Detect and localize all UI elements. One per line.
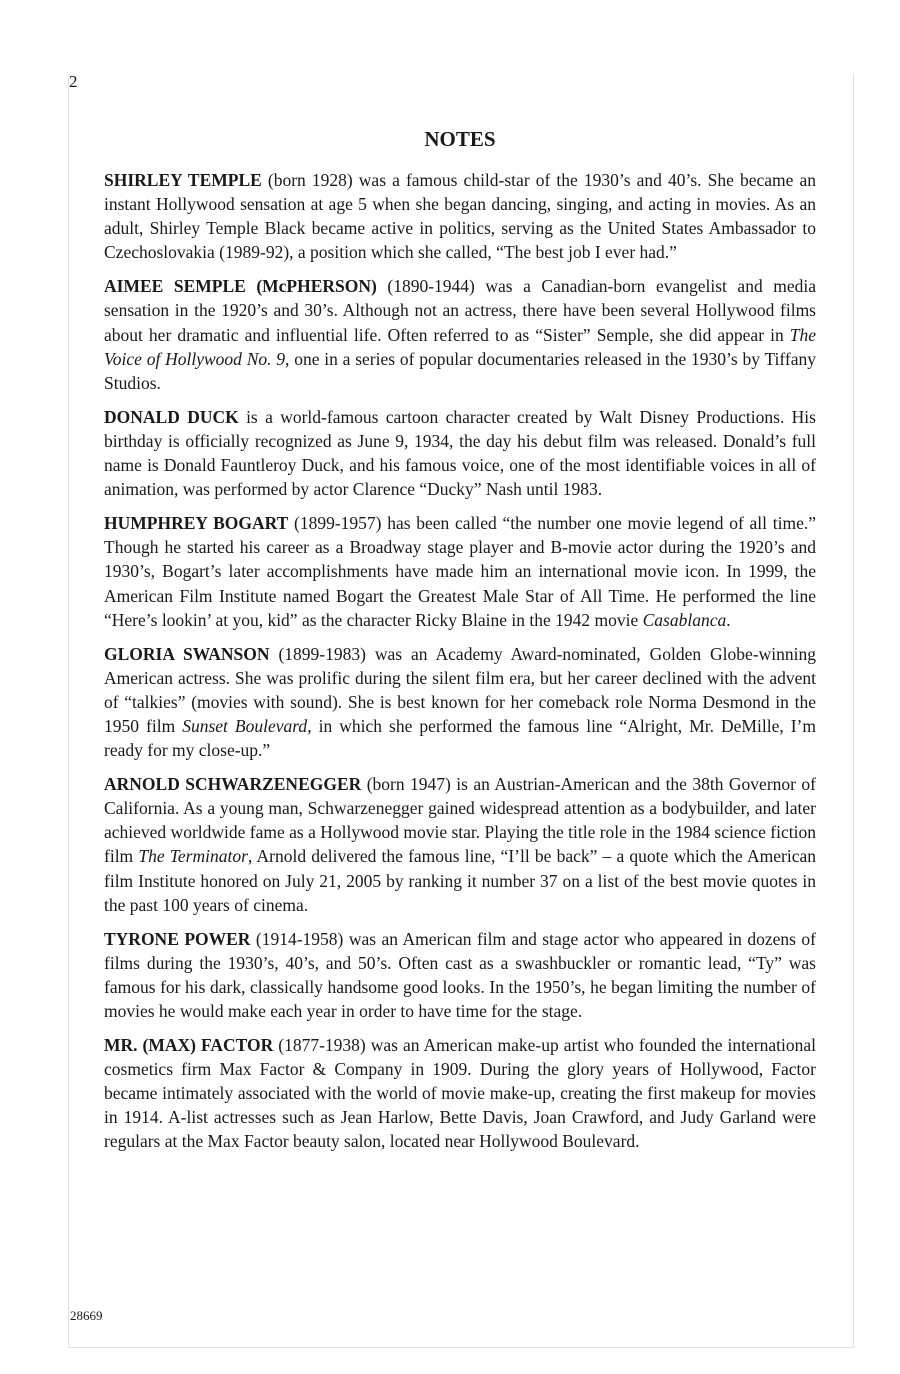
note-subject-name: GLORIA SWANSON xyxy=(104,643,270,664)
note-text: , one in a series of popular documentaries released in the 1930’s by Tiffany Studios. xyxy=(104,348,816,393)
note-paragraph xyxy=(104,405,816,501)
note-subject-name: TYRONE POWER xyxy=(104,928,251,949)
note-subject-name: HUMPHREY BOGART xyxy=(104,513,289,534)
note-text: (1914-1958) was an American film and stage actor who appeared in dozens of films during the 1930’s, 40’s, and 50’s. Often cast as a swashbuckler or romantic lead, “Ty” was famous for his dark, classically handsome good looks. In the 1950’s, he began limiting the number of movies he would make each year in order to have time for the stage. xyxy=(104,928,816,1021)
catalog-number: 28669 xyxy=(70,1308,103,1323)
notes-body xyxy=(104,168,816,1164)
note-title-italic: The Voice of Hollywood No. 9 xyxy=(104,324,816,369)
note-text: (1899-1983) was an Academy Award-nominated, Golden Globe-winning American actress. She was prolific during the silent film era, but her career declined with the advent of “talkies” (movies with sound). She is best known for her comeback role Norma Desmond in the 1950 film xyxy=(104,643,816,736)
note-paragraph xyxy=(104,511,816,631)
page-number: 2 xyxy=(69,72,78,91)
note-text: (1890-1944) was a Canadian-born evangelist and media sensation in the 1920’s and 30’s. Although not an actress, there have been several Hollywood films about her dramatic and influential life. Often referred to as “Sister” Semple, she did appear in xyxy=(104,276,816,345)
note-text: (1877-1938) was an American make-up artist who founded the international cosmetics firm Max Factor & Company in 1909. During the glory years of Hollywood, Factor became intimately associated with the world of movie make-up, creating the first makeup for movies in 1914. A-list actresses such as Jean Harlow, Bette Davis, Joan Crawford, and Judy Garland were regulars at the Max Factor beauty salon, located near Hollywood Boulevard. xyxy=(104,1035,816,1152)
note-paragraph xyxy=(104,1033,816,1153)
note-text: , in which she performed the famous line “Alright, Mr. DeMille, I’m ready for my close-up.” xyxy=(104,715,816,761)
note-subject-name: AIMEE SEMPLE (McPHERSON) xyxy=(104,276,377,297)
note-text: (1899-1957) has been called “the number one movie legend of all time.” Though he started his career as a Broadway stage player and B-movie actor during the 1920’s and 1930’s, Bogart’s later accomplishments have made him an international movie icon. In 1999, the American Film Institute named Bogart the Greatest Male Star of All Time. He performed the line “Here’s lookin’ at you, kid” as the character Ricky Blaine in the 1942 movie xyxy=(104,513,816,630)
note-subject-name: ARNOLD SCHWARZENEGGER xyxy=(104,774,362,795)
note-text: is a world-famous cartoon character created by Walt Disney Productions. His birthday is officially recognized as June 9, 1934, the day his debut film was released. Donald’s full name is Donald Fauntleroy Duck, and his famous voice, one of the most identifiable voices in all of animation, was performed by actor Clarence “Ducky” Nash until 1983. xyxy=(104,406,816,500)
note-paragraph xyxy=(104,772,816,917)
note-paragraph xyxy=(104,168,816,264)
note-text: , Arnold delivered the famous line, “I’ll be back” – a quote which the American film Institute honored on July 21, 2005 by ranking it number 37 on a list of the best movie quotes in the past 100 years of cinema. xyxy=(104,846,816,915)
note-title-italic: Casablanca xyxy=(642,609,727,630)
page-title: NOTES xyxy=(424,127,496,151)
note-subject-name: MR. (MAX) FACTOR xyxy=(104,1035,274,1056)
note-subject-name: DONALD DUCK xyxy=(104,406,239,427)
note-subject-name: SHIRLEY TEMPLE xyxy=(104,170,262,190)
note-paragraph xyxy=(104,642,816,762)
note-title-italic: Sunset Boulevard xyxy=(182,715,308,736)
note-text: (born 1947) is an Austrian-American and the 38th Governor of California. As a young man, Schwarzenegger gained widespread attention as a bodybuilder, and later achieved worldwide fame as a Hollywood movie star. Playing the title role in the 1984 science fiction film xyxy=(104,774,816,867)
note-title-italic: The Terminator xyxy=(138,846,248,867)
note-paragraph xyxy=(104,927,816,1023)
note-text: (born 1928) was a famous child-star of the 1930’s and 40’s. She became an instant Hollywood sensation at age 5 when she began dancing, singing, and acting in movies. As an adult, Shirley Temple Black became active in politics, serving as the United States Ambassador to Czechoslovakia (1989-92), a position which she called, “The best job I ever had.” xyxy=(104,170,816,263)
note-paragraph xyxy=(104,274,816,394)
note-text: . xyxy=(726,609,731,630)
